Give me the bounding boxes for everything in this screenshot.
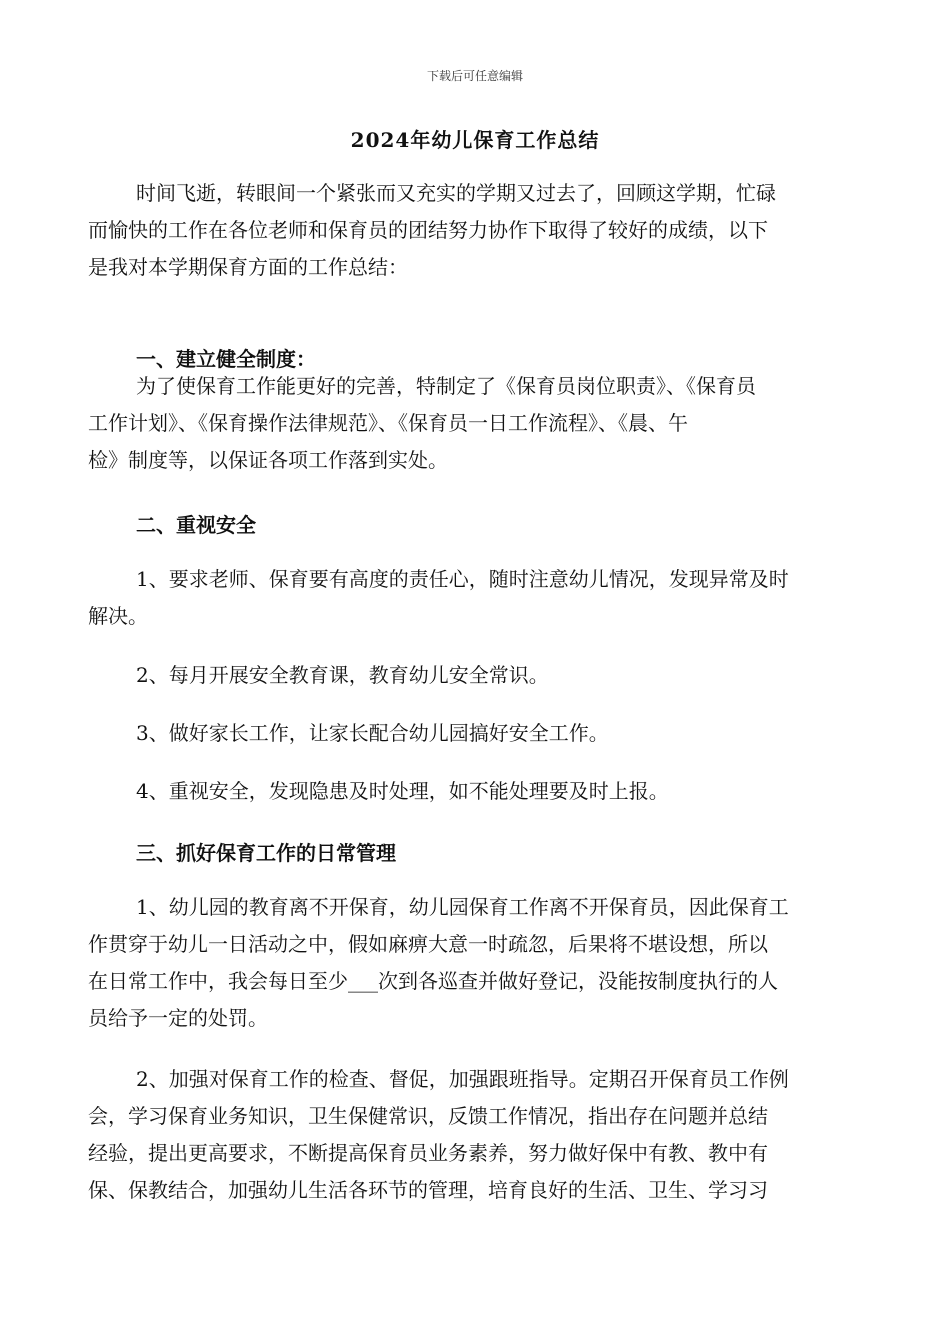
- text-line: 1、幼儿园的教育离不开保育，幼儿园保育工作离不开保育员，因此保育工: [136, 895, 789, 919]
- intro-paragraph: [88, 175, 868, 286]
- document-title: 2024年幼儿保育工作总结: [350, 128, 600, 152]
- header-note: 下载后可任意编辑: [426, 69, 523, 83]
- section-1-heading: 一、建立健全制度：: [136, 347, 316, 371]
- text-line: 作贯穿于幼儿一日活动之中，假如麻痹大意一时疏忽，后果将不堪设想，所以: [88, 932, 768, 956]
- text-line: 为了使保育工作能更好的完善，特制定了《保育员岗位职责》、《保育员: [136, 374, 756, 398]
- section-2-item-2: [88, 657, 868, 694]
- text-line: 1、要求老师、保育要有高度的责任心，随时注意幼儿情况，发现异常及时: [136, 567, 789, 591]
- text-line: 会，学习保育业务知识，卫生保健常识，反馈工作情况，指出存在问题并总结: [88, 1104, 768, 1128]
- section-1-paragraph: [88, 368, 868, 479]
- section-2-item-3: [88, 715, 868, 752]
- text-line: 4、重视安全，发现隐患及时处理，如不能处理要及时上报。: [136, 779, 669, 803]
- section-2-item-4: [88, 773, 868, 810]
- text-line: 工作计划》、《保育操作法律规范》、《保育员一日工作流程》、《晨、午: [88, 411, 688, 435]
- text-line: 时间飞逝，转眼间一个紧张而又充实的学期又过去了，回顾这学期，忙碌: [136, 181, 776, 205]
- text-line: 解决。: [88, 604, 148, 628]
- section-3-item-1: [88, 889, 868, 1037]
- text-line: 是我对本学期保育方面的工作总结：: [88, 255, 408, 279]
- text-line: 经验，提出更高要求，不断提高保育员业务素养，努力做好保中有教、教中有: [88, 1141, 768, 1165]
- text-line: 检》制度等，以保证各项工作落到实处。: [88, 448, 448, 472]
- text-line: 而愉快的工作在各位老师和保育员的团结努力协作下取得了较好的成绩，以下: [88, 218, 768, 242]
- text-line: 3、做好家长工作，让家长配合幼儿园搞好安全工作。: [136, 721, 609, 745]
- text-line: 2、每月开展安全教育课，教育幼儿安全常识。: [136, 663, 549, 687]
- section-2-heading: 二、重视安全: [136, 513, 256, 537]
- text-line: 员给予一定的处罚。: [88, 1006, 268, 1030]
- section-2-item-1: [88, 561, 868, 635]
- section-3-heading: 三、抓好保育工作的日常管理: [136, 841, 396, 865]
- section-3-item-2: [88, 1061, 868, 1209]
- text-line: 保、保教结合，加强幼儿生活各环节的管理，培育良好的生活、卫生、学习习: [88, 1178, 768, 1202]
- text-line: 在日常工作中，我会每日至少___次到各巡查并做好登记，没能按制度执行的人: [88, 969, 778, 993]
- text-line: 2、加强对保育工作的检查、督促，加强跟班指导。定期召开保育员工作例: [136, 1067, 789, 1091]
